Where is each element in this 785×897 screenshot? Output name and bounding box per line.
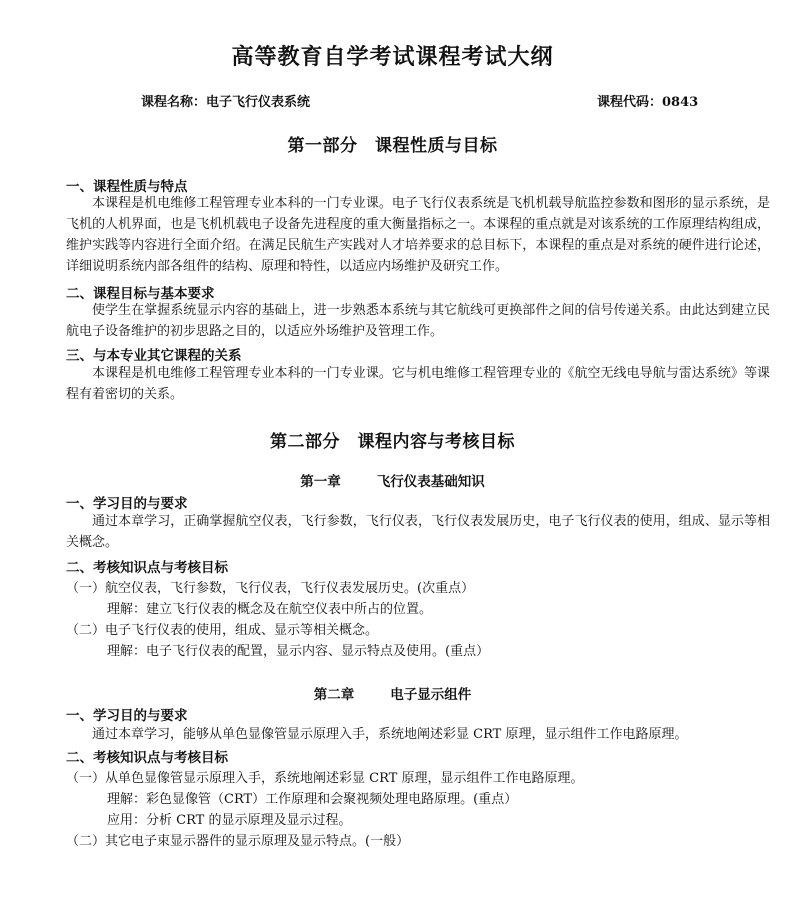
course-code: 课程代码：0843 — [597, 95, 699, 110]
chapter2-name: 电子显示组件 — [390, 687, 472, 703]
course-name: 课程名称：电子飞行仪表系统 — [141, 95, 311, 110]
part1-section2-text: 使学生在掌握系统显示内容的基础上，进一步熟悉本系统与其它航线可更换部件之间的信号传递关系。由此达到建立民航电子设备维护的初步思路之目的，以适应外场维护及管理工作。 — [66, 303, 770, 339]
chapter2-text1: 通过本章学习，能够从单色显像管显示原理入手，系统地阐述彩显 CRT 原理，显示组件工作电路原理。 — [92, 727, 688, 742]
chapter2-number: 第二章 — [313, 687, 355, 703]
chapter2-item1: （一）从单色显像管显示原理入手，系统地阐述彩显 CRT 原理，显示组件工作电路原理。 — [66, 771, 584, 786]
part1-section3-text: 本课程是机电维修工程管理专业本科的一门专业课。它与机电维修工程管理专业的《航空无线电导航与雷达系统》等课程有着密切的关系。 — [66, 366, 770, 402]
chapter2-item1-apply: 应用：分析 CRT 的显示原理及显示过程。 — [107, 813, 352, 828]
part1-title: 第一部分 课程性质与目标 — [287, 136, 498, 156]
chapter2-title — [0, 683, 785, 703]
chapter2-heading1: 一、学习目的与要求 — [66, 708, 188, 724]
part1-section1-heading: 一、课程性质与特点 — [66, 179, 188, 195]
chapter1-number: 第一章 — [300, 474, 341, 490]
chapter1-item1-understand: 理解：建立飞行仪表的概念及在航空仪表中所占的位置。 — [107, 602, 433, 617]
chapter2-heading2: 二、考核知识点与考核目标 — [66, 750, 228, 766]
chapter1-heading1: 一、学习目的与要求 — [66, 496, 188, 512]
part1-section2-heading: 二、课程目标与基本要求 — [66, 286, 215, 302]
part2-title: 第二部分 课程内容与考核目标 — [270, 432, 515, 452]
part1-section1-text: 本课程是机电维修工程管理专业本科的一门专业课。电子飞行仪表系统是飞机机载导航监控参数和图形的显示系统，是飞机的人机界面，也是飞机机载电子设备先进程度的重大衡量指标之一。本课程的重点就是对该系统的工作原理结构组成，维护实践等内容进行全面介绍。在满足民航生产实践对人才培养要求的总目标下，本课程的重点是对系统的硬件进行论述，详细说明系统内部各组件的结构、原理和特性，以适应内场维护及研究工作。 — [66, 196, 770, 274]
part1-section3-heading: 三、与本专业其它课程的关系 — [66, 348, 242, 364]
chapter1-item2-understand: 理解：电子飞行仪表的配置，显示内容、显示特点及使用。(重点） — [107, 644, 490, 659]
chapter1-item1: （一）航空仪表，飞行参数，飞行仪表，飞行仪表发展历史。(次重点） — [66, 581, 475, 596]
chapter1-heading2: 二、考核知识点与考核目标 — [66, 560, 228, 576]
chapter1-title — [0, 470, 785, 490]
chapter1-name: 飞行仪表基础知识 — [376, 474, 485, 490]
chapter1-item2: （二）电子飞行仪表的使用，组成、显示等相关概念。 — [66, 623, 379, 638]
chapter2-item1-understand: 理解：彩色显像管（CRT）工作原理和会聚视频处理电路原理。(重点） — [107, 792, 518, 807]
chapter1-text1: 通过本章学习，正确掌握航空仪表，飞行参数，飞行仪表，飞行仪表发展历史，电子飞行仪表的使用，组成、显示等相关概念。 — [66, 514, 770, 550]
document-title: 高等教育自学考试课程考试大纲 — [231, 44, 554, 70]
chapter2-item2: （二）其它电子束显示器件的显示原理及显示特点。(一般） — [66, 834, 410, 849]
